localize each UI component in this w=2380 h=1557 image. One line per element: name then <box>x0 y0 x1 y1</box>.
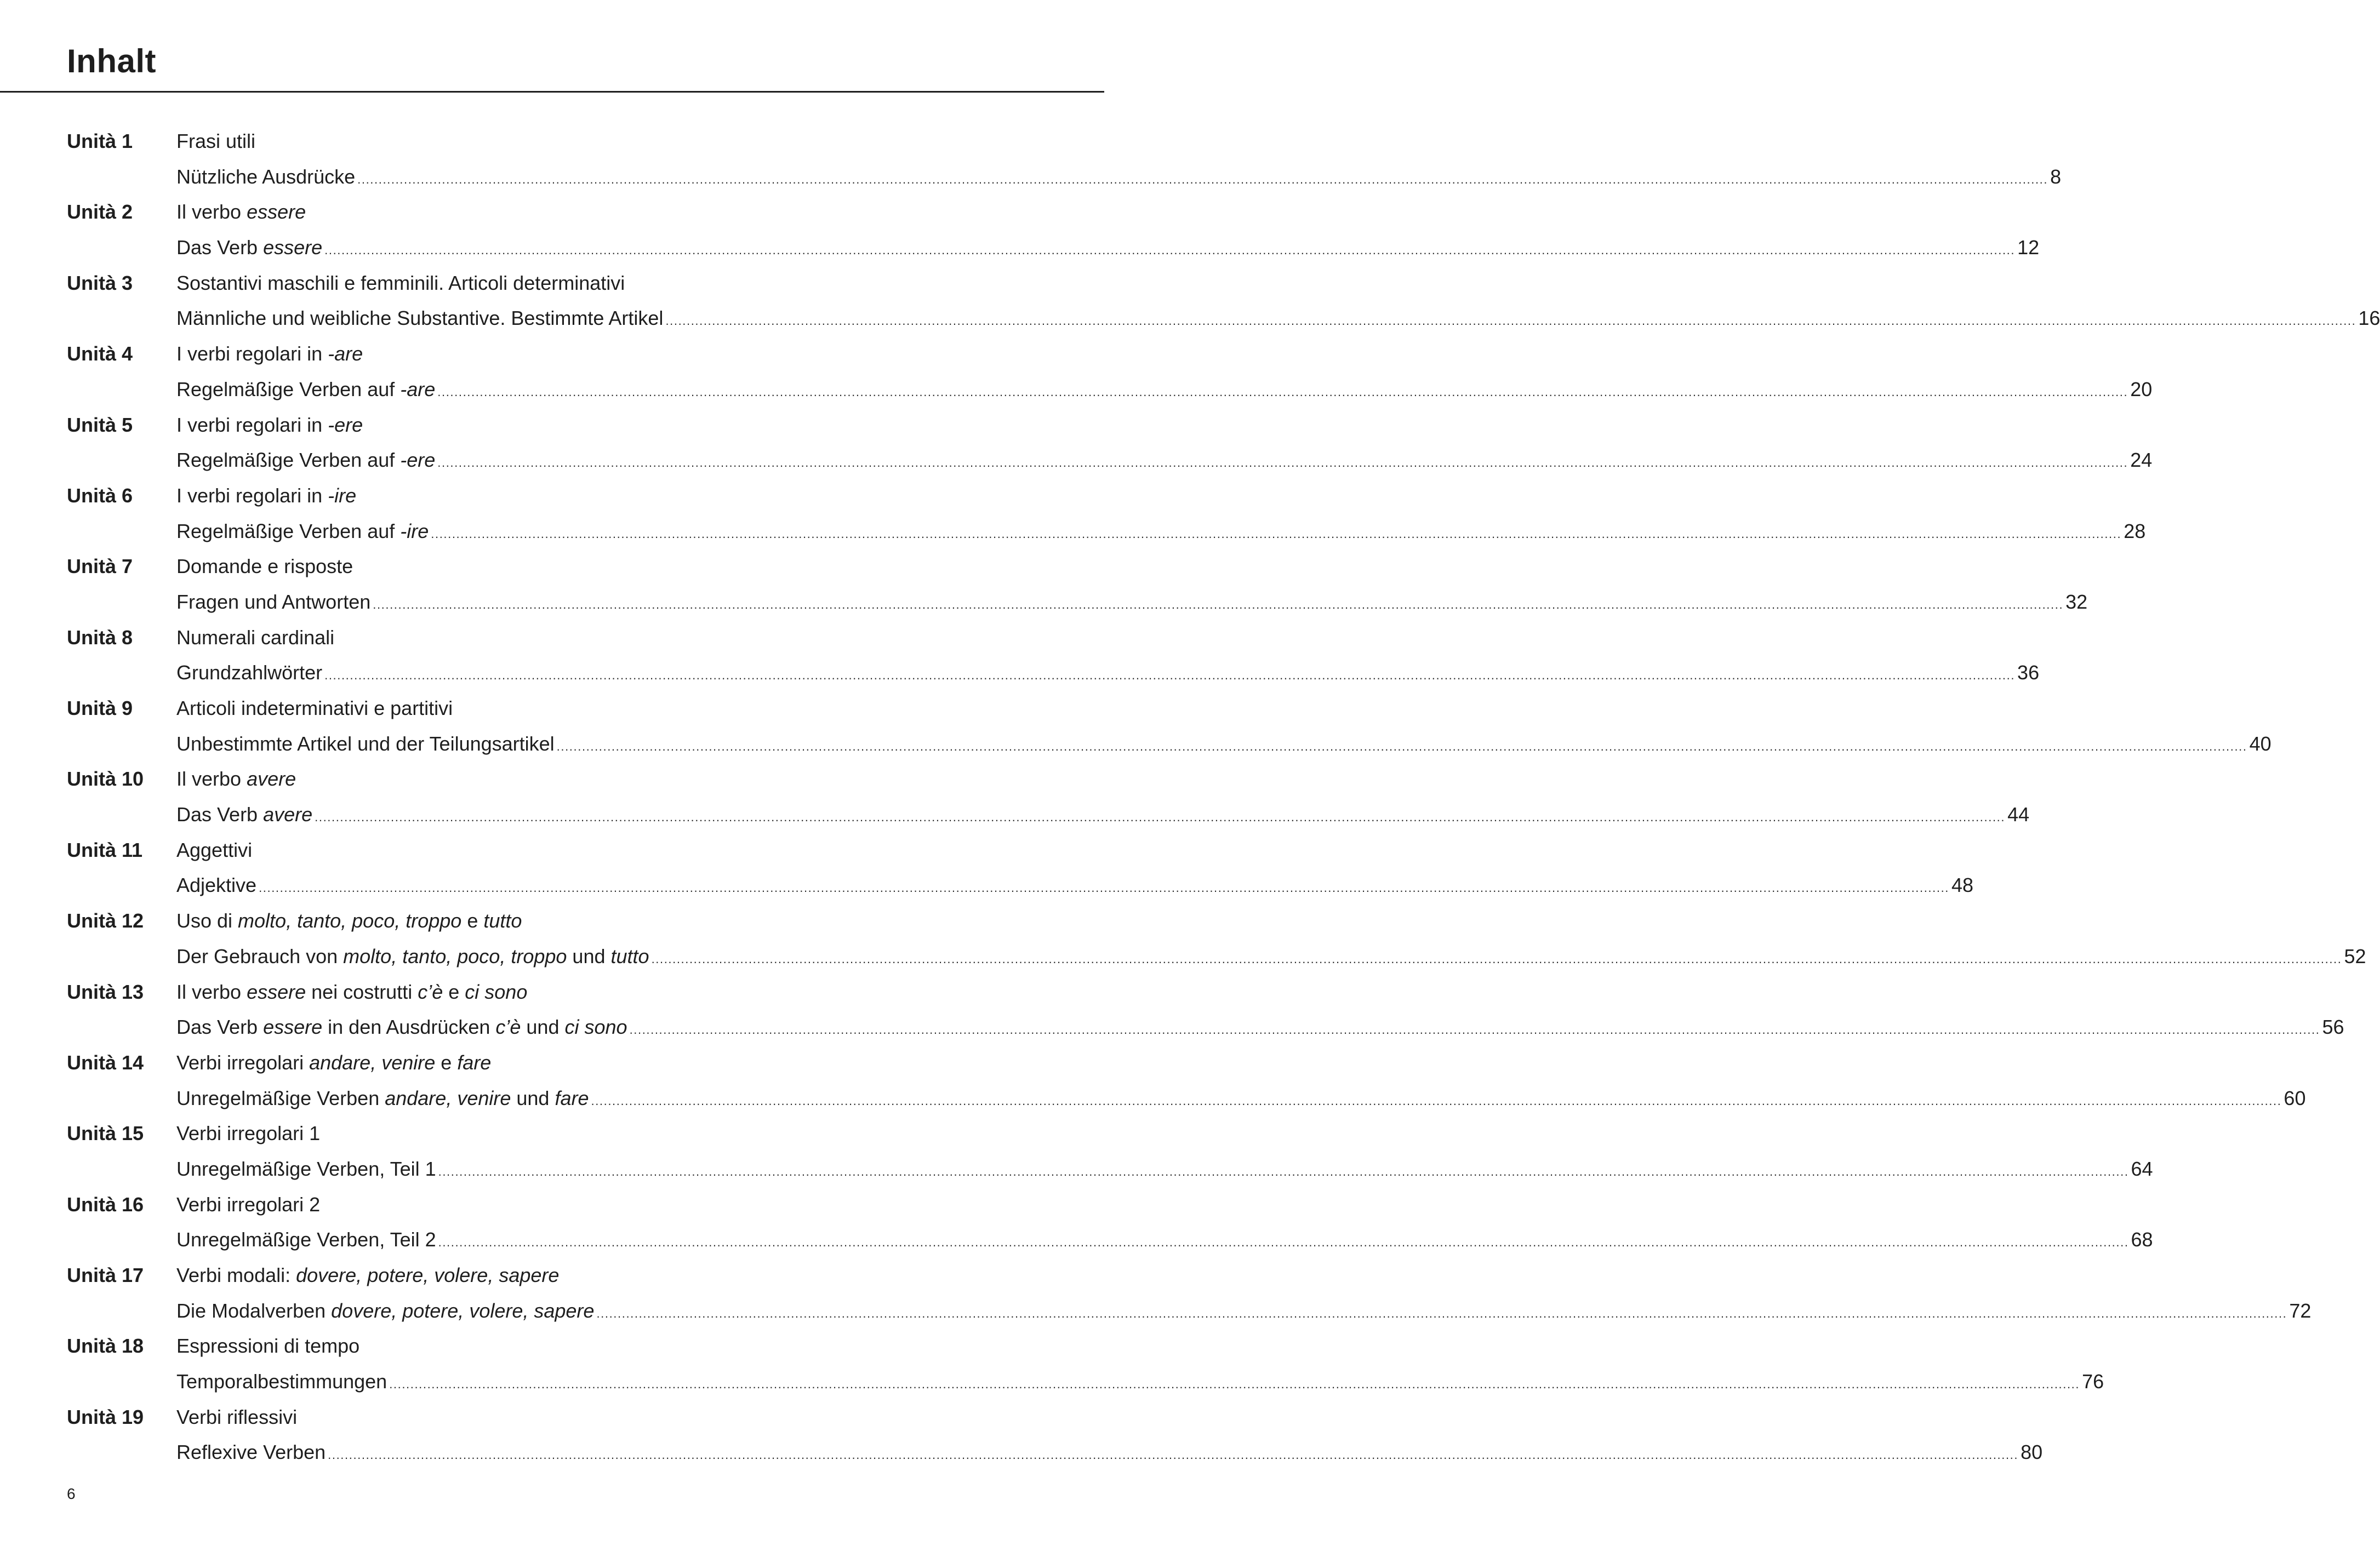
unit-label: Unità 19 <box>67 1405 144 1428</box>
toc-unit-row <box>0 336 1104 372</box>
italic-term: tutto <box>610 944 649 968</box>
toc-unit-row <box>0 194 1104 230</box>
italian-title <box>176 549 353 584</box>
text-segment: Numerali cardinali <box>176 626 335 649</box>
dot-leader: ................................................................................................................................................................................................................................................................................................................................................................................................................ <box>438 1164 2129 1178</box>
toc-german-row <box>0 868 1974 903</box>
toc-unit-row <box>0 691 1104 726</box>
toc-unit-row <box>0 266 1104 301</box>
text-segment: Unbestimmte Artikel und der Teilungsartikel <box>176 732 555 755</box>
unit-label: Unità 5 <box>67 413 133 436</box>
page-number: 68 <box>2131 1228 2153 1251</box>
italian-title <box>176 762 296 797</box>
toc-german-row <box>0 585 2088 620</box>
dot-leader: ................................................................................................................................................................................................................................................................................................................................................................................................................ <box>389 1377 2080 1392</box>
toc-unit-row <box>0 620 1104 656</box>
italic-term: avere <box>263 803 313 826</box>
toc-unit-row <box>0 762 1104 797</box>
text-segment: Das Verb <box>176 1016 264 1039</box>
unit-label: Unità 13 <box>67 980 144 1003</box>
unit-label: Unità 3 <box>67 271 133 294</box>
page-number: 36 <box>2017 661 2040 684</box>
unit-label: Unità 14 <box>67 1051 144 1074</box>
dot-leader: ................................................................................................................................................................................................................................................................................................................................................................................................................ <box>315 810 2006 825</box>
toc-entry-link[interactable] <box>176 159 2062 197</box>
page-number: 40 <box>2249 732 2271 755</box>
toc-unit-row <box>0 1187 1104 1223</box>
toc-entry-link[interactable] <box>176 585 2088 622</box>
page-number: 60 <box>2284 1086 2306 1109</box>
italic-term: avere <box>247 768 296 791</box>
text-segment: Der Gebrauch von <box>176 944 344 968</box>
unit-label: Unità 4 <box>67 342 133 365</box>
text-segment: und <box>521 1016 565 1039</box>
text-segment: Fragen und Antworten <box>176 590 371 613</box>
toc-unit-row <box>0 1258 1104 1293</box>
italian-title <box>176 691 453 726</box>
table-of-contents <box>0 124 2380 1470</box>
italian-title <box>176 975 527 1010</box>
toc-entry-link[interactable] <box>176 939 2366 977</box>
text-segment: Unregelmäßige Verben, Teil 1 <box>176 1157 436 1180</box>
toc-entry-link[interactable] <box>176 726 2271 764</box>
german-title <box>176 726 555 762</box>
unit-label: Unità 9 <box>67 697 133 719</box>
toc-unit-row <box>0 1116 1104 1152</box>
text-segment: Regelmäßige Verben auf <box>176 449 401 472</box>
italic-term: fare <box>457 1051 492 1074</box>
german-title <box>176 372 435 407</box>
italian-title <box>176 903 522 938</box>
toc-entry-link[interactable] <box>176 230 2040 268</box>
toc-entry-link[interactable] <box>176 655 2040 693</box>
page-number: 64 <box>2131 1157 2153 1180</box>
unit-label: Unità 17 <box>67 1264 144 1286</box>
italian-title <box>176 408 363 443</box>
text-segment: Il verbo <box>176 768 247 791</box>
dot-leader: ................................................................................................................................................................................................................................................................................................................................................................................................................ <box>591 1094 2282 1108</box>
italic-term: c’è <box>418 980 443 1003</box>
dot-leader: ................................................................................................................................................................................................................................................................................................................................................................................................................ <box>556 739 2247 753</box>
italic-term: -ere <box>328 413 363 436</box>
dot-leader: ................................................................................................................................................................................................................................................................................................................................................................................................................ <box>324 243 2016 257</box>
italic-term: ci sono <box>465 980 528 1003</box>
toc-german-row <box>0 1081 2306 1117</box>
italic-term: fare <box>555 1086 589 1109</box>
toc-german-row <box>0 372 2153 408</box>
toc-german-row <box>0 230 2040 266</box>
toc-entry-link[interactable] <box>176 1152 2153 1189</box>
text-segment: Aggettivi <box>176 838 253 861</box>
page-title: Inhalt <box>67 43 156 79</box>
toc-german-row <box>0 1364 2104 1400</box>
toc-entry-link[interactable] <box>176 1364 2104 1402</box>
toc-german-row <box>0 655 2040 691</box>
dot-leader: ................................................................................................................................................................................................................................................................................................................................................................................................................ <box>373 597 2064 611</box>
page-number: 72 <box>2289 1299 2311 1322</box>
german-title <box>176 230 322 265</box>
toc-german-row <box>0 726 2271 762</box>
unit-label: Unità 16 <box>67 1193 144 1216</box>
dot-leader: ................................................................................................................................................................................................................................................................................................................................................................................................................ <box>324 668 2016 683</box>
text-segment: Die Modalverben <box>176 1299 332 1322</box>
toc-unit-row <box>0 408 1104 443</box>
text-segment: Verbi irregolari <box>176 1051 310 1074</box>
german-title <box>176 1081 589 1116</box>
italic-term: -ire <box>328 484 357 507</box>
text-segment: Verbi modali: <box>176 1264 296 1286</box>
page-number: 48 <box>1951 874 1974 897</box>
german-title <box>176 301 663 336</box>
toc-german-row <box>0 443 2153 478</box>
text-segment: Reflexive Verben <box>176 1441 326 1464</box>
page-number: 80 <box>2021 1441 2043 1464</box>
italic-term: -ire <box>400 519 429 542</box>
toc-unit-row <box>0 549 1104 585</box>
page-number: 56 <box>2322 1016 2344 1039</box>
toc-german-row <box>0 1435 2043 1470</box>
text-segment: Nützliche Ausdrücke <box>176 165 356 188</box>
italian-title <box>176 336 363 371</box>
text-segment: I verbi regolari in <box>176 484 328 507</box>
italic-term: -ere <box>400 449 436 472</box>
page-number: 20 <box>2130 377 2153 400</box>
toc-entry-link[interactable] <box>176 1010 2344 1047</box>
dot-leader: ................................................................................................................................................................................................................................................................................................................................................................................................................ <box>431 526 2122 541</box>
german-title <box>176 655 322 690</box>
folio-page-number: 6 <box>67 1485 76 1502</box>
italian-title <box>176 1187 320 1222</box>
toc-unit-row <box>0 1045 1104 1081</box>
toc-entry-link[interactable] <box>176 1293 2311 1331</box>
text-segment: e <box>443 980 465 1003</box>
page-number: 12 <box>2017 236 2040 259</box>
italian-title <box>176 833 252 868</box>
title-divider <box>0 91 1104 93</box>
dot-leader: ................................................................................................................................................................................................................................................................................................................................................................................................................ <box>437 456 2128 470</box>
dot-leader: ................................................................................................................................................................................................................................................................................................................................................................................................................ <box>665 314 2356 328</box>
text-segment: Domande e risposte <box>176 555 353 578</box>
toc-german-row <box>0 797 2030 833</box>
toc-german-row <box>0 1152 2153 1187</box>
unit-label: Unità 7 <box>67 555 133 578</box>
italian-title <box>176 478 356 513</box>
german-title <box>176 868 256 903</box>
toc-unit-row <box>0 1400 1104 1435</box>
toc-unit-row <box>0 833 1104 868</box>
italic-term: molto, tanto, poco, troppo <box>343 944 567 968</box>
german-title <box>176 1152 436 1187</box>
dot-leader: ................................................................................................................................................................................................................................................................................................................................................................................................................ <box>596 1306 2287 1320</box>
toc-german-row <box>0 1293 2311 1329</box>
unit-label: Unità 1 <box>67 130 133 152</box>
german-title <box>176 585 370 620</box>
unit-label: Unità 18 <box>67 1335 144 1358</box>
toc-entry-link[interactable] <box>176 301 2380 339</box>
dot-leader: ................................................................................................................................................................................................................................................................................................................................................................................................................ <box>259 881 1949 895</box>
italic-term: c’è <box>495 1016 521 1039</box>
text-segment: Unregelmäßige Verben, Teil 2 <box>176 1228 436 1251</box>
text-segment: in den Ausdrücken <box>322 1016 496 1039</box>
italic-term: andare, venire <box>309 1051 436 1074</box>
text-segment: Regelmäßige Verben auf <box>176 377 401 400</box>
german-title <box>176 797 312 832</box>
text-segment: Frasi utili <box>176 130 256 152</box>
german-title <box>176 1222 436 1257</box>
text-segment: nei costrutti <box>306 980 418 1003</box>
italic-term: andare, venire <box>385 1086 511 1109</box>
italian-title <box>176 1258 559 1293</box>
page-number: 16 <box>2358 307 2380 330</box>
toc-entry-link[interactable] <box>176 1435 2043 1473</box>
italic-term: dovere, potere, volere, sapere <box>331 1299 595 1322</box>
page-number: 76 <box>2082 1370 2104 1393</box>
text-segment: Articoli indeterminativi e partitivi <box>176 697 453 719</box>
text-segment: Il verbo <box>176 980 247 1003</box>
text-segment: und <box>511 1086 555 1109</box>
text-segment: Temporalbestimmungen <box>176 1370 387 1393</box>
italic-term: ci sono <box>564 1016 627 1039</box>
italic-term: essere <box>263 1016 323 1039</box>
unit-label: Unità 11 <box>67 838 143 861</box>
text-segment: e <box>435 1051 458 1074</box>
text-segment: Espressioni di tempo <box>176 1335 360 1358</box>
toc-unit-row <box>0 478 1104 514</box>
dot-leader: ................................................................................................................................................................................................................................................................................................................................................................................................................ <box>438 1235 2129 1250</box>
italic-term: essere <box>263 236 323 259</box>
text-segment: Verbi irregolari 1 <box>176 1122 321 1145</box>
italian-title <box>176 1045 491 1080</box>
toc-unit-row <box>0 903 1104 939</box>
unit-label: Unità 2 <box>67 201 133 224</box>
italian-title <box>176 194 306 230</box>
toc-entry-link[interactable] <box>176 514 2146 552</box>
italic-term: molto, tanto, poco, troppo <box>238 909 462 932</box>
italian-title <box>176 1400 297 1435</box>
text-segment: Unregelmäßige Verben <box>176 1086 385 1109</box>
toc-german-row <box>0 939 2366 975</box>
text-segment: Männliche und weibliche Substantive. Bestimmte Artikel <box>176 307 664 330</box>
german-title <box>176 159 355 194</box>
italian-title <box>176 620 334 655</box>
page-number: 28 <box>2124 519 2146 542</box>
dot-leader: ................................................................................................................................................................................................................................................................................................................................................................................................................ <box>328 1448 2019 1462</box>
toc-german-row <box>0 514 2146 549</box>
german-title <box>176 1364 387 1399</box>
toc-entry-link[interactable] <box>176 372 2153 410</box>
toc-german-row <box>0 1222 2153 1258</box>
toc-entry-link[interactable] <box>176 868 1974 906</box>
dot-leader: ................................................................................................................................................................................................................................................................................................................................................................................................................ <box>437 385 2128 399</box>
unit-label: Unità 15 <box>67 1122 144 1145</box>
italic-term: essere <box>247 201 306 224</box>
text-segment: Il verbo <box>176 201 247 224</box>
toc-german-row <box>0 301 2380 336</box>
italian-title <box>176 1116 320 1151</box>
unit-label: Unità 8 <box>67 626 133 649</box>
page-number: 24 <box>2130 449 2153 472</box>
german-title <box>176 514 429 549</box>
page-number: 44 <box>2007 803 2030 826</box>
dot-leader: ................................................................................................................................................................................................................................................................................................................................................................................................................ <box>357 172 2048 186</box>
text-segment: und <box>567 944 611 968</box>
text-segment: Sostantivi maschili e femminili. Articoli determinativi <box>176 271 625 294</box>
italic-term: essere <box>247 980 306 1003</box>
toc-entry-link[interactable] <box>176 443 2153 480</box>
italian-title <box>176 1329 359 1364</box>
toc-entry-link[interactable] <box>176 1081 2306 1119</box>
german-title <box>176 1293 594 1329</box>
toc-entry-link[interactable] <box>176 1222 2153 1260</box>
page-number: 52 <box>2344 944 2366 968</box>
toc-unit-row <box>0 975 1104 1010</box>
page-number: 8 <box>2050 165 2062 188</box>
unit-label: Unità 12 <box>67 909 144 932</box>
german-title <box>176 1435 326 1470</box>
dot-leader: ................................................................................................................................................................................................................................................................................................................................................................................................................ <box>629 1023 2320 1037</box>
toc-unit-row <box>0 1329 1104 1364</box>
dot-leader: ................................................................................................................................................................................................................................................................................................................................................................................................................ <box>651 952 2342 966</box>
italic-term: dovere, potere, volere, sapere <box>296 1264 560 1286</box>
italian-title <box>176 266 625 301</box>
text-segment: Verbi irregolari 2 <box>176 1193 321 1216</box>
text-segment: Grundzahlwörter <box>176 661 323 684</box>
page-number: 32 <box>2065 590 2088 613</box>
text-segment: Verbi riflessivi <box>176 1405 298 1428</box>
german-title <box>176 939 649 974</box>
italian-title <box>176 124 255 159</box>
unit-label: Unità 10 <box>67 768 144 791</box>
toc-entry-link[interactable] <box>176 797 2030 835</box>
text-segment: e <box>461 909 484 932</box>
text-segment: Adjektive <box>176 874 257 897</box>
italic-term: tutto <box>483 909 522 932</box>
text-segment: Uso di <box>176 909 238 932</box>
toc-german-row <box>0 1010 2344 1045</box>
toc-unit-row <box>0 124 1104 159</box>
text-segment: I verbi regolari in <box>176 413 328 436</box>
german-title <box>176 1010 627 1045</box>
italic-term: -are <box>328 342 363 365</box>
text-segment: Regelmäßige Verben auf <box>176 519 401 542</box>
text-segment: Das Verb <box>176 803 264 826</box>
text-segment: Das Verb <box>176 236 264 259</box>
toc-german-row <box>0 159 2062 195</box>
german-title <box>176 443 435 478</box>
unit-label: Unità 6 <box>67 484 133 507</box>
italic-term: -are <box>400 377 436 400</box>
text-segment: I verbi regolari in <box>176 342 328 365</box>
